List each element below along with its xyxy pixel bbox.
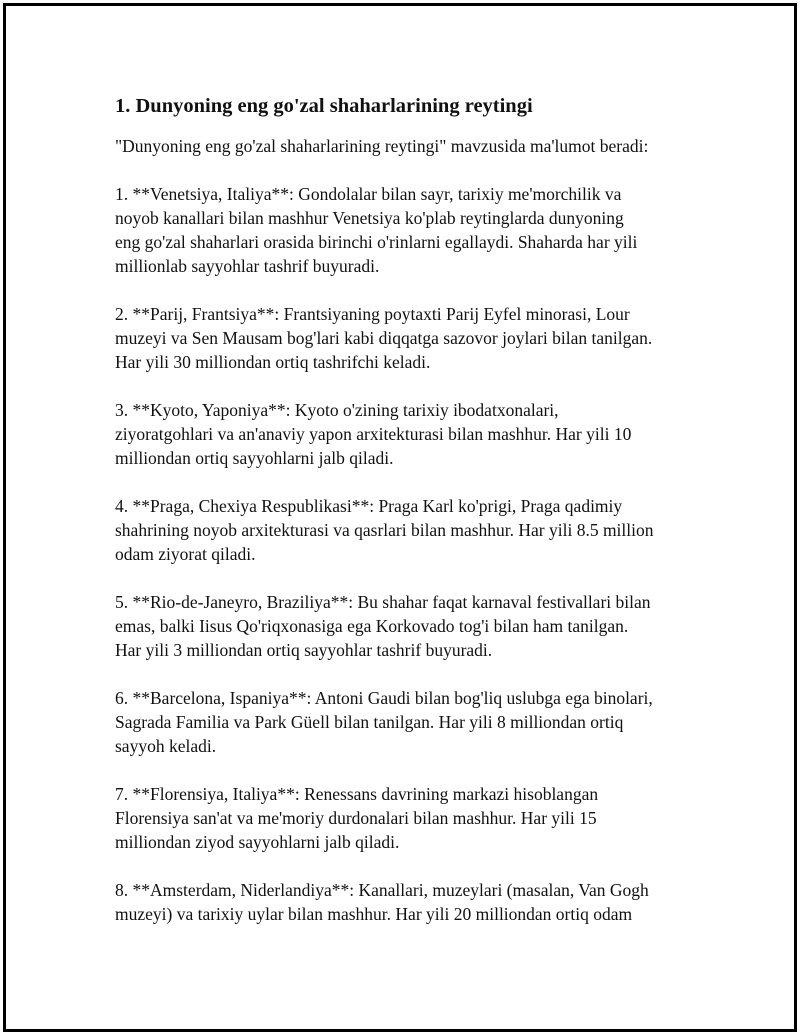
entry-line: millionlab sayyohlar tashrif buyuradi. [115, 256, 380, 276]
city-entry [115, 494, 705, 566]
entry-line: 5. **Rio-de-Janeyro, Braziliya**: Bu shahar faqat karnaval festivallari bilan [115, 592, 651, 612]
city-entry [115, 686, 705, 758]
entry-line: milliondan ziyod sayyohlarni jalb qiladi. [115, 832, 400, 852]
document-body [115, 92, 705, 950]
entry-line: noyob kanallari bilan mashhur Venetsiya ko'plab reytinglarda dunyoning [115, 208, 624, 228]
entry-line: 6. **Barcelona, Ispaniya**: Antoni Gaudi bilan bog'liq uslubga ega binolari, [115, 688, 653, 708]
entry-line: muzeyi va Sen Mausam bog'lari kabi diqqatga sazovor joylari bilan tanilgan. [115, 328, 653, 348]
entry-line: ziyoratgohlari va an'anaviy yapon arxitekturasi bilan mashhur. Har yili 10 [115, 424, 632, 444]
entry-line: milliondan ortiq sayyohlarni jalb qiladi. [115, 448, 394, 468]
city-entry [115, 302, 705, 374]
city-entry [115, 878, 705, 926]
entry-line: 3. **Kyoto, Yaponiya**: Kyoto o'zining tarixiy ibodatxonalari, [115, 400, 559, 420]
entry-line: Har yili 30 milliondan ortiq tashrifchi keladi. [115, 352, 431, 372]
entry-line: 4. **Praga, Chexiya Respublikasi**: Praga Karl ko'prigi, Praga qadimiy [115, 496, 623, 516]
entry-line: 8. **Amsterdam, Niderlandiya**: Kanallari, muzeylari (masalan, Van Gogh [115, 880, 649, 900]
city-entry [115, 182, 705, 278]
entry-line: 7. **Florensiya, Italiya**: Renessans davrining markazi hisoblangan [115, 784, 599, 804]
entry-line: sayyoh keladi. [115, 736, 217, 756]
entry-line: odam ziyorat qiladi. [115, 544, 256, 564]
entry-line: shahrining noyob arxitekturasi va qasrlari bilan mashhur. Har yili 8.5 million [115, 520, 654, 540]
entry-line: Florensiya san'at va me'moriy durdonalari bilan mashhur. Har yili 15 [115, 808, 597, 828]
city-list [115, 182, 705, 926]
entry-line: Har yili 3 milliondan ortiq sayyohlar tashrif buyuradi. [115, 640, 493, 660]
city-entry [115, 398, 705, 470]
entry-line: emas, balki Iisus Qo'riqxonasiga ega Korkovado tog'i bilan ham tanilgan. [115, 616, 629, 636]
city-entry [115, 782, 705, 854]
entry-line: muzeyi) va tarixiy uylar bilan mashhur. Har yili 20 milliondan ortiq odam [115, 904, 633, 924]
document-title: 1. Dunyoning eng go'zal shaharlarining reytingi [115, 95, 533, 117]
entry-line: 2. **Parij, Frantsiya**: Frantsiyaning poytaxti Parij Eyfel minorasi, Lour [115, 304, 630, 324]
entry-line: eng go'zal shaharlari orasida birinchi o'rinlarni egallaydi. Shaharda har yili [115, 232, 638, 252]
city-entry [115, 590, 705, 662]
entry-line: 1. **Venetsiya, Italiya**: Gondolalar bilan sayr, tarixiy me'morchilik va [115, 184, 622, 204]
document-intro: "Dunyoning eng go'zal shaharlarining reytingi" mavzusida ma'lumot beradi: [115, 136, 649, 156]
entry-line: Sagrada Familia va Park Güell bilan tanilgan. Har yili 8 milliondan ortiq [115, 712, 624, 732]
